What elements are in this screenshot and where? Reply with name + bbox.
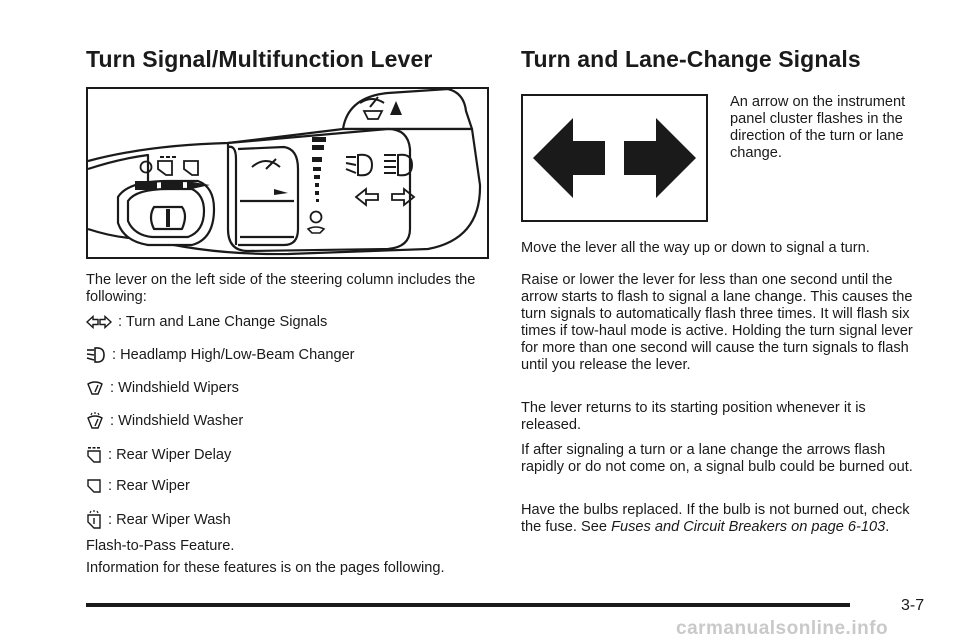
paragraph-5-end: . [885,519,890,535]
feature-row-rear-wiper [86,478,190,494]
section-heading: Turn Signal/Multifunction Lever [86,46,433,72]
rear-wiper-icon [86,478,102,494]
feature-label: : Turn and Lane Change Signals [118,314,328,330]
watermark: carmanualsonline.info [676,618,889,639]
paragraph-4: If after signaling a turn or a lane change the arrows flash rapidly or do not come on, a signal bulb could be burned out. [521,442,913,475]
feature-label: : Rear Wiper Wash [108,512,231,528]
turn-arrows-illustration [521,94,708,222]
paragraph-2: Raise or lower the lever for less than one second until the arrow starts to flash to signal a lane change. This causes the turn signals to automatically flash three times. It will flash six times if tow-haul mode is active. Holding the turn signal lever for more than one second will cause the turn signals to flash until you release the lever. [521,272,913,373]
rear-wiper-wash-icon [86,510,102,530]
feature-label: : Rear Wiper [108,478,190,494]
feature-row-turn [86,314,327,330]
windshield-wiper-icon [86,380,104,396]
lever-illustration [86,87,489,259]
paragraph-5 [521,502,919,536]
footer-rule [86,603,850,607]
info-note-text: Information for these features is on the pages following. [86,560,445,576]
feature-label: : Rear Wiper Delay [108,447,232,463]
paragraph-5-text: Have the bulbs replaced. If the bulb is not burned out, check the fuse. See [521,502,910,535]
intro-text: The lever on the left side of the steering column includes the following: [86,272,476,305]
multifunction-lever-drawing [88,89,487,257]
rear-wiper-delay-icon [86,446,102,464]
feature-label: : Windshield Washer [110,413,244,429]
paragraph-1: Move the lever all the way up or down to signal a turn. [521,240,870,256]
windshield-washer-icon [86,412,104,430]
feature-label: : Headlamp High/Low-Beam Changer [112,347,355,363]
section-heading: Turn and Lane-Change Signals [521,46,861,72]
arrow-caption-text: An arrow on the instrument panel cluster flashes in the direction of the turn or lane change. [730,94,906,161]
cross-reference-link[interactable]: Fuses and Circuit Breakers on page 6-103 [611,519,886,535]
headlamp-beam-icon [86,346,106,364]
turn-arrows-icon [86,315,112,329]
feature-label: : Windshield Wipers [110,380,239,396]
feature-row-rear-wash [86,510,231,530]
turn-signal-arrows-icon [523,96,706,220]
feature-row-rear-delay [86,446,231,464]
feature-row-wipers [86,380,239,396]
feature-row-headlamp [86,346,355,364]
page-number: 3-7 [901,597,925,614]
flash-to-pass-text: Flash-to-Pass Feature. [86,538,235,554]
paragraph-3: The lever returns to its starting position whenever it is released. [521,400,866,433]
feature-row-washer [86,412,243,430]
